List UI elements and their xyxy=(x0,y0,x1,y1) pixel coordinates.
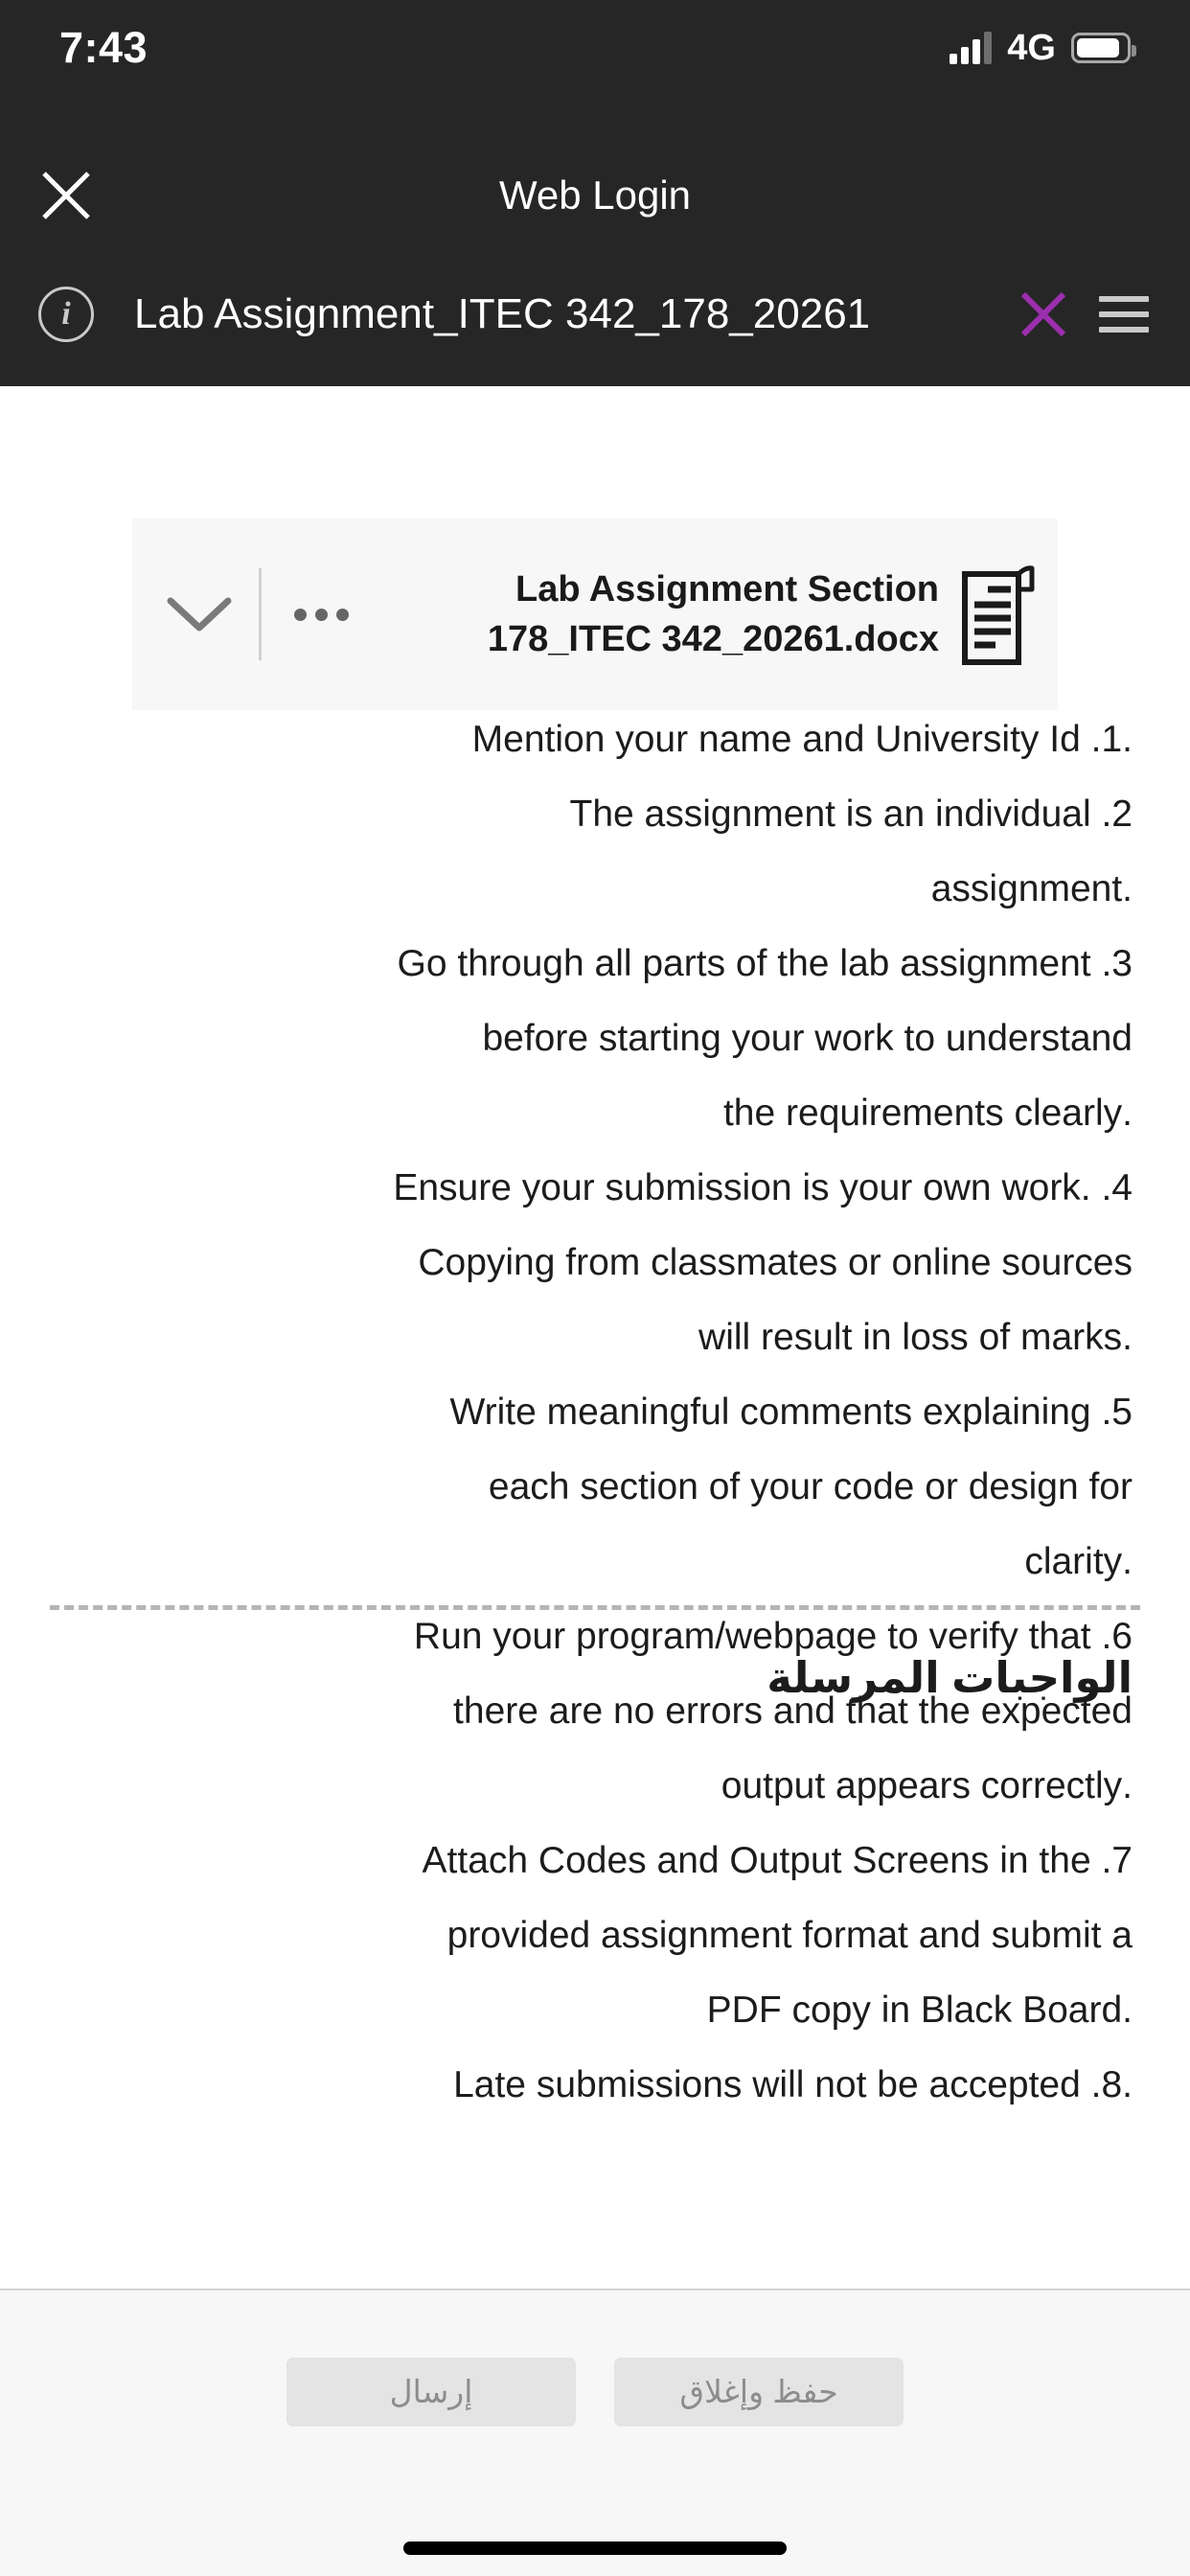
browser-nav-bar xyxy=(0,149,1190,242)
instruction-line: The assignment is an individual .2 xyxy=(569,794,1133,835)
page-title: Lab Assignment_ITEC 342_178_20261 xyxy=(134,290,871,337)
instruction-line: .PDF copy in Black Board xyxy=(706,1990,1133,2031)
instruction-line: .Late submissions will not be accepted .8 xyxy=(453,2064,1133,2105)
close-icon[interactable] xyxy=(1008,279,1079,350)
status-time: 7:43 xyxy=(59,23,149,72)
instruction-line: Copying from classmates or online sources xyxy=(418,1242,1133,1283)
instruction-line: .Mention your name and University Id .1 xyxy=(471,719,1133,760)
instruction-line: .output appears correctly xyxy=(721,1765,1133,1806)
nav-bar-title: Web Login xyxy=(498,172,692,218)
network-type-label: 4G xyxy=(1007,27,1056,68)
instruction-line: .clarity xyxy=(1024,1541,1133,1582)
file-name-label: Lab Assignment Section 178_ITEC 342_20261.docx xyxy=(487,569,939,659)
dashed-divider xyxy=(50,1605,1140,1610)
chevron-down-icon[interactable] xyxy=(153,568,245,660)
info-circle-icon[interactable]: i xyxy=(38,287,94,342)
instruction-line: .will result in loss of marks xyxy=(698,1317,1133,1358)
save-and-close-button[interactable]: حفظ وإغلاق xyxy=(614,2358,904,2426)
signal-bars-icon xyxy=(950,32,992,64)
submit-button[interactable]: إرسال xyxy=(286,2358,576,2426)
instruction-line: Attach Codes and Output Screens in the .7 xyxy=(422,1840,1133,1881)
instruction-line: .assignment xyxy=(930,868,1133,909)
instruction-line: .the requirements clearly xyxy=(722,1092,1133,1134)
instruction-line: there are no errors and that the expected xyxy=(453,1690,1133,1732)
instruction-line: provided assignment format and submit a xyxy=(446,1915,1133,1956)
more-horizontal-icon[interactable] xyxy=(275,568,367,660)
home-indicator[interactable] xyxy=(403,2542,787,2555)
instructions-list xyxy=(57,702,1133,2123)
section-heading: الواجبات المرسلة xyxy=(767,1653,1133,1702)
card-divider xyxy=(259,568,262,660)
instruction-line: each section of your code or design for xyxy=(488,1466,1133,1507)
instruction-line: Go through all parts of the lab assignment .3 xyxy=(397,943,1133,984)
file-attachment-card[interactable] xyxy=(132,518,1058,710)
instruction-line: Ensure your submission is your own work. .4 xyxy=(393,1167,1133,1208)
battery-icon xyxy=(1071,33,1131,63)
status-bar xyxy=(0,0,1190,149)
page-title-bar xyxy=(0,242,1190,386)
instruction-line: Run your program/webpage to verify that .6 xyxy=(413,1616,1133,1657)
instruction-line: Write meaningful comments explaining .5 xyxy=(449,1392,1133,1433)
footer-buttons xyxy=(0,2358,1190,2426)
document-file-icon xyxy=(956,558,1041,671)
hamburger-menu-icon[interactable] xyxy=(1088,279,1159,350)
footer-action-bar xyxy=(0,2288,1190,2576)
status-indicators xyxy=(950,21,1131,74)
instruction-line: before starting your work to understand xyxy=(482,1018,1133,1059)
close-icon[interactable] xyxy=(34,164,98,227)
page-content xyxy=(0,386,1190,2288)
